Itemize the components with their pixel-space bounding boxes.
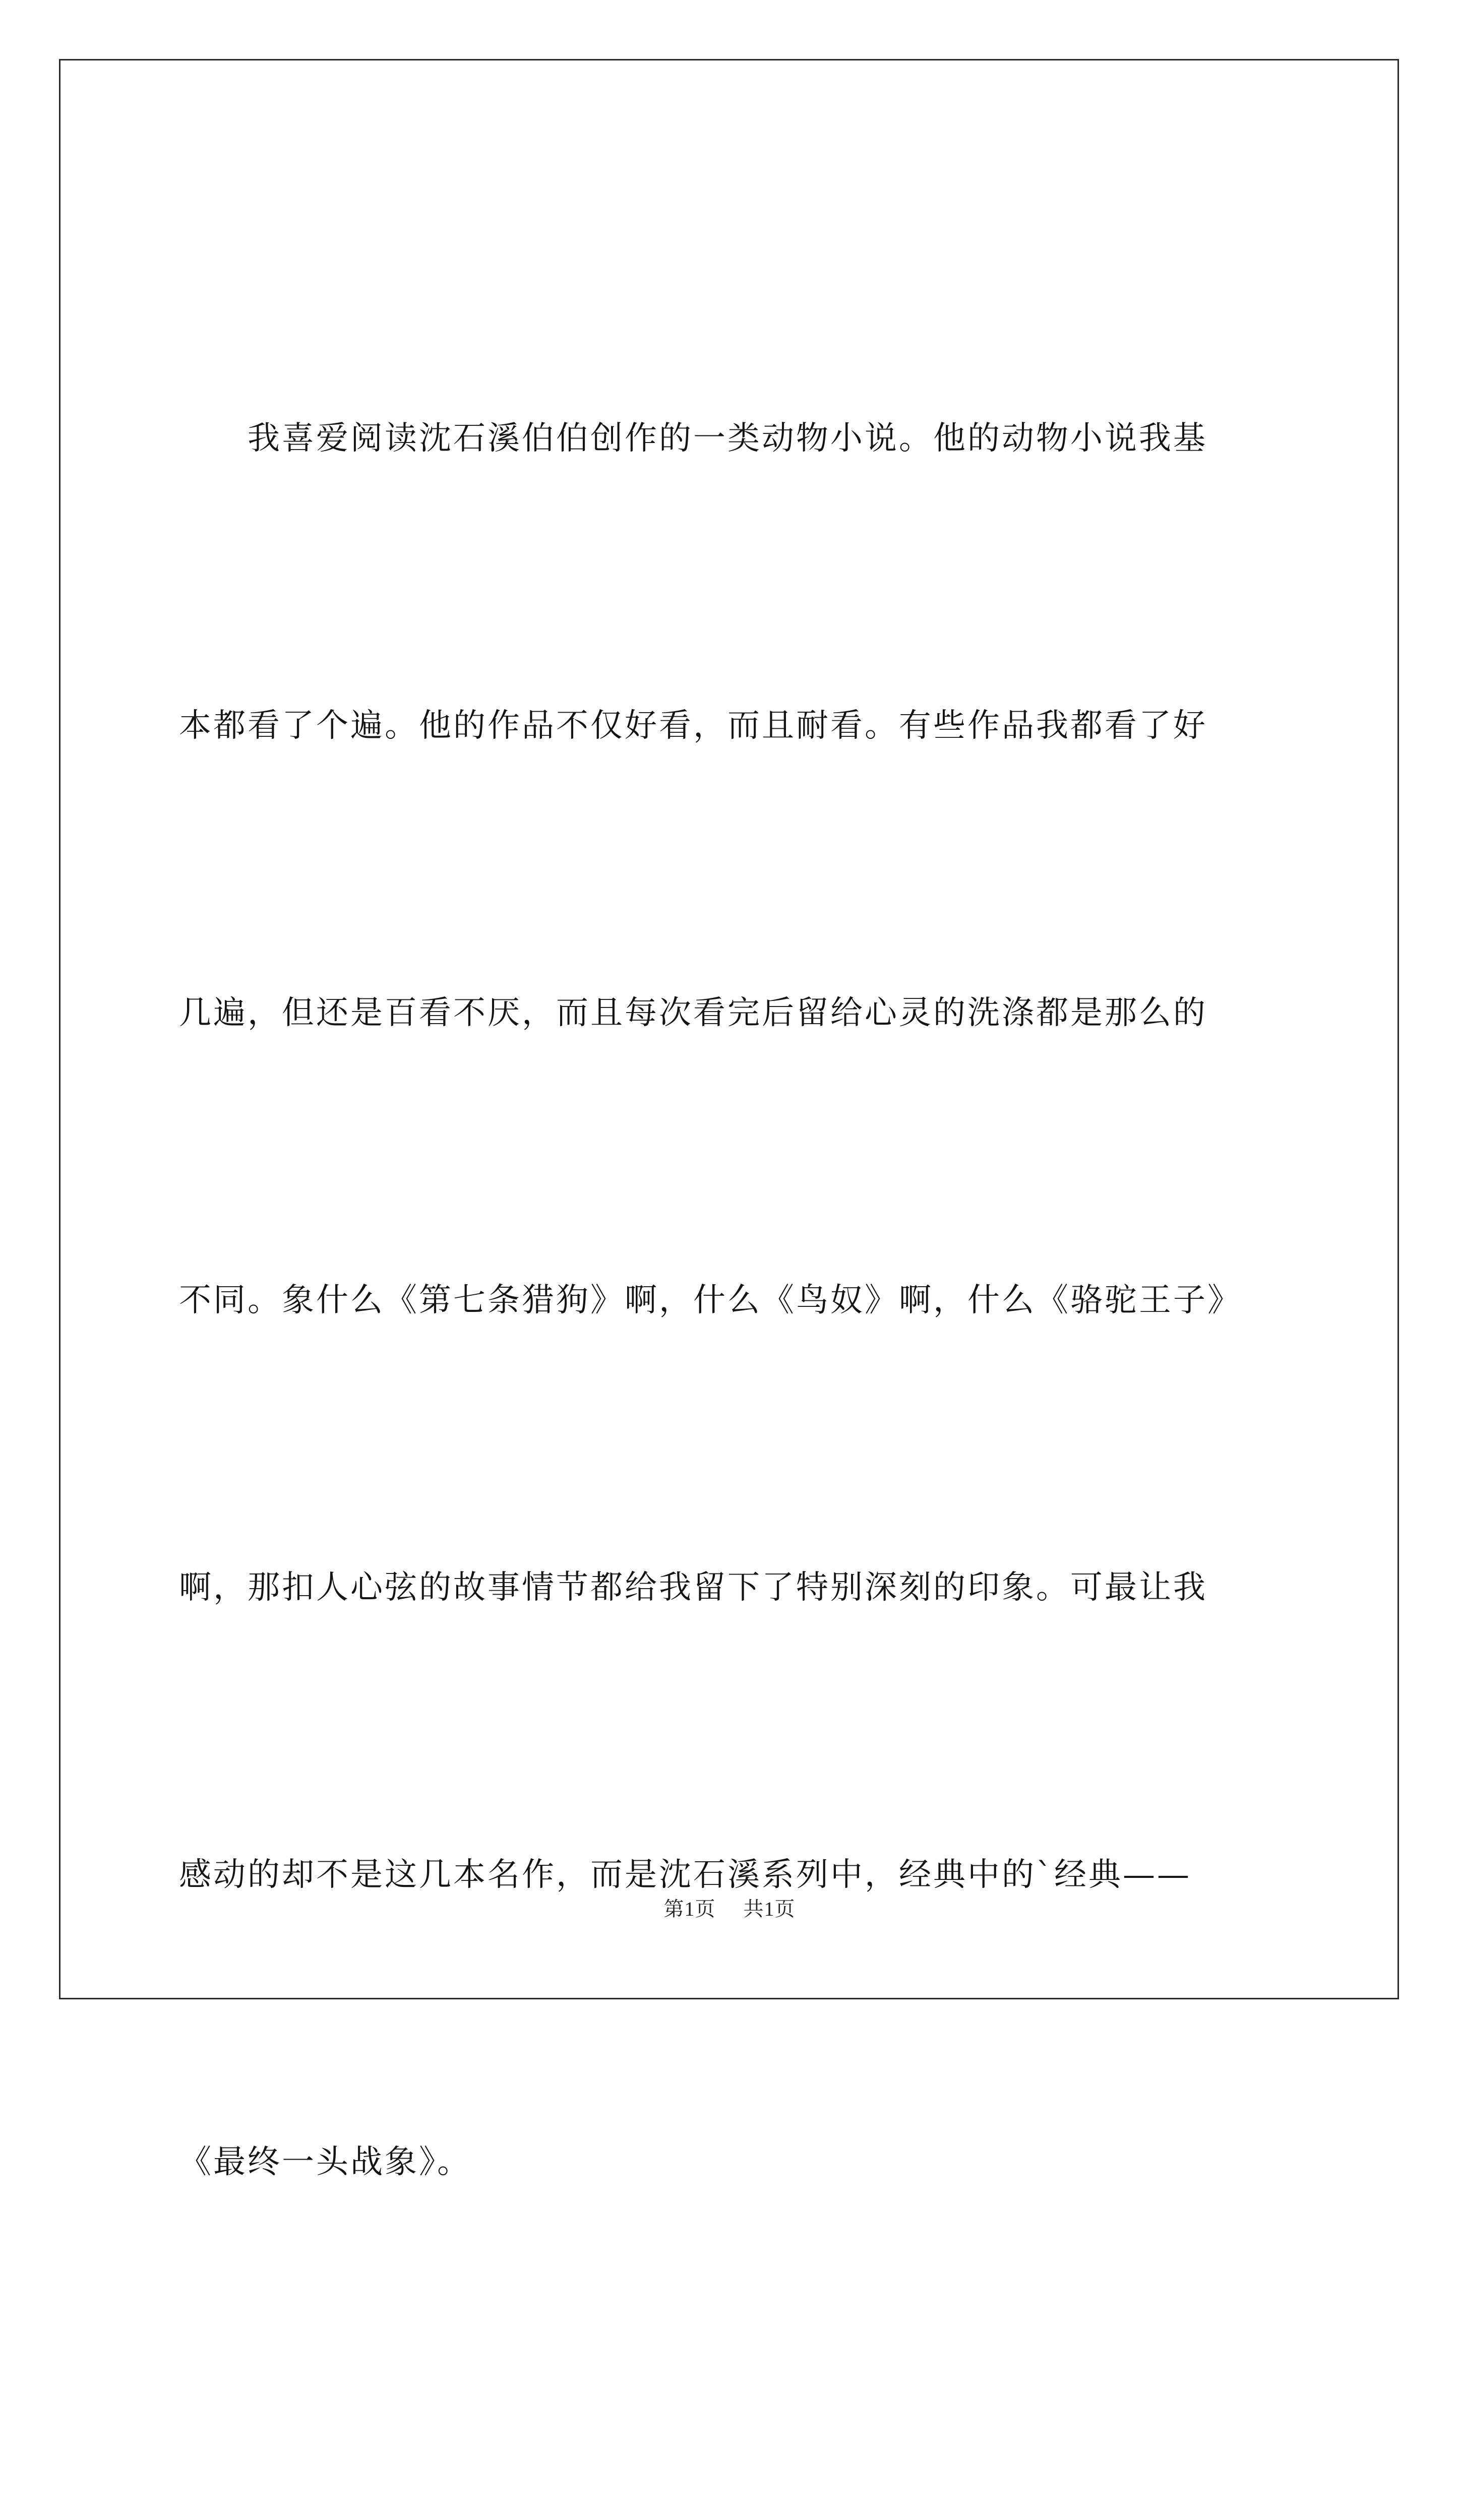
text-line: 啊，那扣人心弦的故事情节都给我留下了特别深刻的印象。可最让我 — [179, 1569, 1207, 1606]
document-body — [179, 199, 1288, 2520]
paragraph-1 — [179, 199, 1288, 2402]
text-line: 《最终一头战象》。 — [179, 2144, 471, 2181]
page-footer — [0, 1894, 1459, 1924]
page-number: 第1页 — [663, 1898, 716, 1920]
page-total: 共1页 — [743, 1898, 796, 1920]
text-line: 本都看了个遍。他的作品不仅好看，而且耐看。有些作品我都看了好 — [179, 707, 1207, 744]
text-line: 我喜爱阅读沈石溪伯伯创作的一类动物小说。他的动物小说我基 — [179, 420, 1207, 457]
text-line: 感动的却不是这几本名作，而是沈石溪系列中，经典中的`经典—— — [179, 1856, 1191, 1894]
text-line: 不同。象什么《第七条猎狗》啊，什么《鸟奴》啊，什么《骆驼王子》 — [179, 1282, 1242, 1319]
paragraph-2 — [179, 2402, 1288, 2520]
text-line: 几遍，但还是百看不厌，而且每次看完后留给心灵的洗涤都是那么的 — [179, 994, 1207, 1032]
